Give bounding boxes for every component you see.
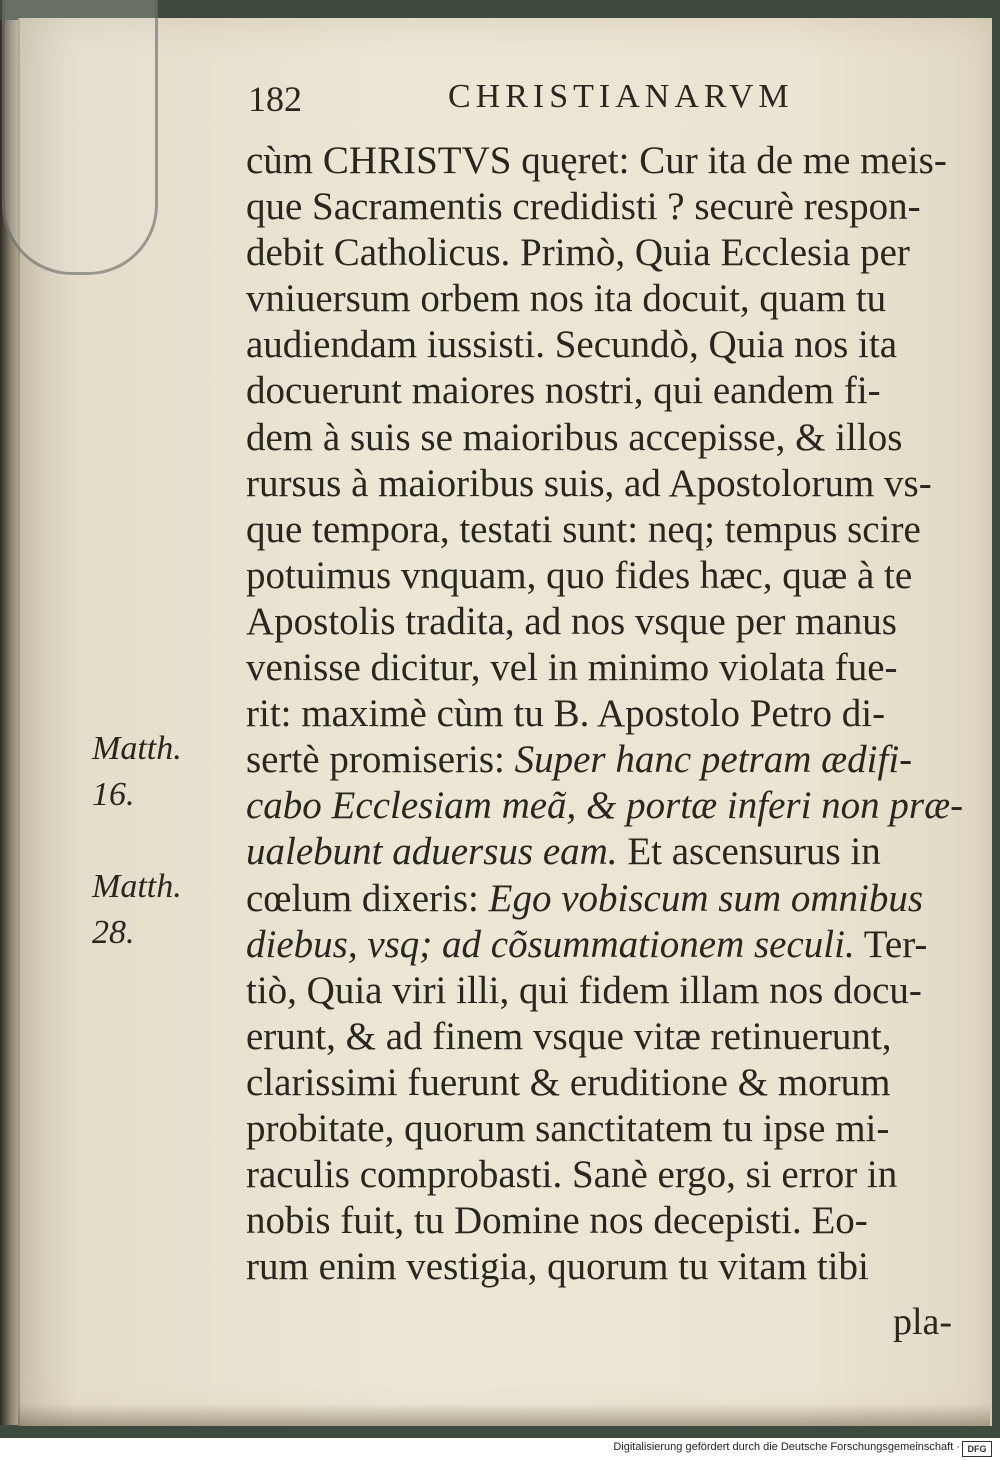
text-line: raculis comprobasti. Sanè ergo, si error in xyxy=(246,1153,898,1197)
roman-text: Ter- xyxy=(854,922,928,966)
text-line-mixed xyxy=(246,737,966,783)
page-clip xyxy=(2,0,158,275)
text-line: tiò, Quia viri illi, qui fidem illam nos docu- xyxy=(246,968,922,1012)
text-line: rursus à maioribus suis, ad Apostolorum vs- xyxy=(246,461,932,505)
text-line: Apostolis tradita, ad nos vsque per manus xyxy=(246,599,897,643)
text-line: nobis fuit, tu Domine nos decepisti. Eo- xyxy=(246,1199,868,1243)
text-line: que Sacramentis credidisti ? securè respon- xyxy=(246,185,921,229)
margin-note-matth-28 xyxy=(92,864,182,956)
text-line: debit Catholicus. Primò, Quia Ecclesia per xyxy=(246,231,910,275)
text-line: que tempora, testati sunt: neq; tempus scire xyxy=(246,507,921,551)
roman-text: sertè promiseris: xyxy=(246,738,515,782)
text-line: probitate, quorum sanctitatem tu ipse mi- xyxy=(246,1106,890,1150)
text-line: rum enim vestigia, quorum tu vitam tibi xyxy=(246,1245,869,1289)
text-line: audiendam iussisti. Secundò, Quia nos ita xyxy=(246,323,898,367)
text-line: venisse dicitur, vel in minimo violata fue- xyxy=(246,646,898,690)
margin-note-book: Matth. xyxy=(92,868,182,905)
scripture-quote: Ego vobiscum sum omnibus xyxy=(488,876,924,920)
page-header xyxy=(248,78,968,124)
scripture-quote: cabo Ecclesiam meã, & portæ inferi non præ- xyxy=(246,784,964,828)
margin-note-book: Matth. xyxy=(92,730,182,767)
text-line: docuerunt maiores nostri, qui eandem fi- xyxy=(246,369,881,413)
text-line: dem à suis se maioribus accepisse, & illos xyxy=(246,415,903,459)
dfg-logo: DFG xyxy=(962,1441,992,1457)
text-line: clarissimi fuerunt & eruditione & morum xyxy=(246,1060,891,1104)
page-number: 182 xyxy=(248,79,302,119)
margin-note-matth-16 xyxy=(92,726,182,818)
roman-text: cœlum dixeris: xyxy=(246,876,489,920)
scripture-quote: diebus, vsq; ad cõsummationem seculi. xyxy=(246,922,855,966)
digitization-footer xyxy=(0,1438,1000,1460)
funding-credit: Digitalisierung gefördert durch die Deutsche Forschungsgemeinschaft · xyxy=(613,1441,960,1453)
text-line-mixed xyxy=(246,876,966,922)
scripture-quote: Super hanc petram ædifi- xyxy=(514,738,913,782)
margin-note-chapter: 16. xyxy=(92,776,135,813)
page-bottom-shadow xyxy=(18,1404,990,1426)
text-line: rit: maximè cùm tu B. Apostolo Petro di- xyxy=(246,692,886,736)
margin-note-chapter: 28. xyxy=(92,914,135,951)
show-through-ink xyxy=(110,280,230,350)
running-title: CHRISTIANARVM xyxy=(448,78,794,115)
text-line-mixed xyxy=(246,922,966,968)
roman-text: Et ascensurus in xyxy=(617,830,881,874)
scripture-quote: ualebunt aduersus eam. xyxy=(246,830,618,874)
text-line: vniuersum orbem nos ita docuit, quam tu xyxy=(246,277,887,321)
body-text xyxy=(246,138,966,1290)
text-line-mixed xyxy=(246,829,966,875)
text-line: cùm CHRISTVS quęret: Cur ita de me meis- xyxy=(246,139,947,182)
text-line: erunt, & ad finem vsque vitæ retinuerunt, xyxy=(246,1014,892,1058)
catchword: pla- xyxy=(893,1301,953,1343)
text-line: potuimus vnquam, quo fides hæc, quæ à te xyxy=(246,553,913,597)
